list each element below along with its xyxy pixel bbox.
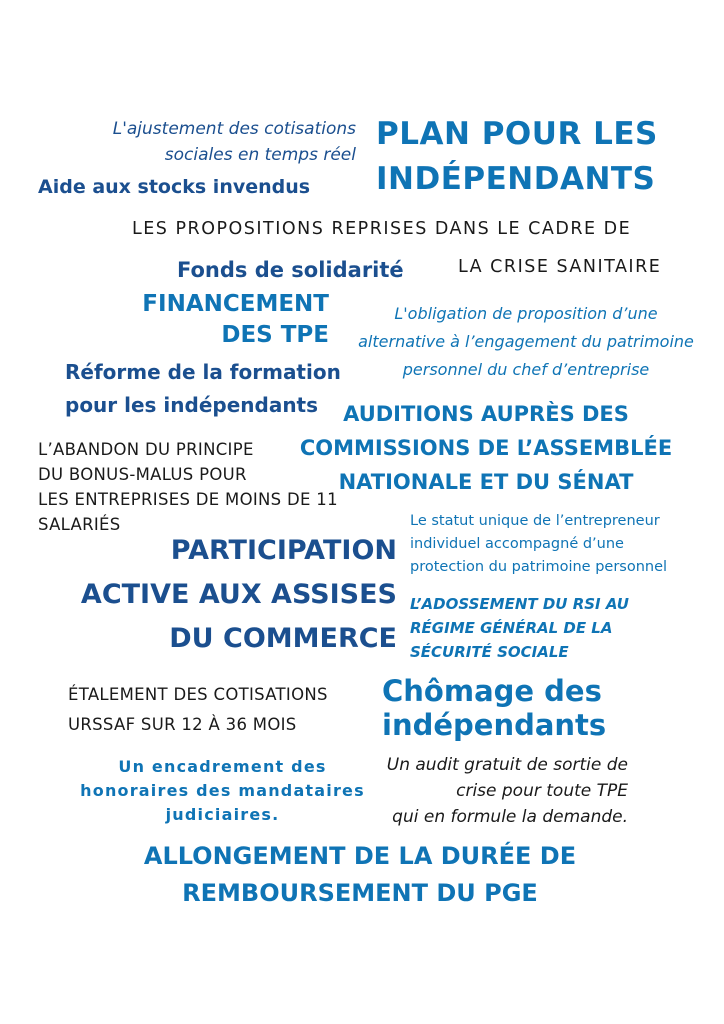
abandon-bonus-malus-text: L’ABANDON DU PRINCIPE DU BONUS-MALUS POUR LES ENTREPRISES DE MOINS DE 11 SALARIÉS [38,440,338,534]
plan-title: PLAN POUR LES INDÉPENDANTS [376,116,658,197]
propositions-heading-line1: LES PROPOSITIONS REPRISES DANS LE CADRE DE [132,219,632,239]
reforme-formation-text: Réforme de la formation pour les indépendants [65,360,341,417]
ajustement-cotisations-text: L'ajustement des cotisations sociales en temps réel [112,119,356,165]
chomage-independants-text: Chômage des indépendants [382,674,607,742]
aide-stocks-text: Aide aux stocks invendus [38,176,311,198]
obligation-patrimoine-text: L'obligation de proposition d’une alternative à l’engagement du patrimoine personnel du chef d’entreprise [358,304,694,379]
adossement-rsi-text: L’ADOSSEMENT DU RSI AU RÉGIME GÉNÉRAL DE LA SÉCURITÉ SOCIALE [410,595,629,661]
audit-gratuit-text: Un audit gratuit de sortie de crise pour toute TPE qui en formule la demande. [386,755,628,827]
encadrement-honoraires-text: Un encadrement des honoraires des mandataires judiciaires. [80,757,365,824]
propositions-heading-line2: LA CRISE SANITAIRE [458,257,662,277]
financement-tpe-text: FINANCEMENT DES TPE [142,291,329,348]
statut-unique-text: Le statut unique de l’entrepreneur individuel accompagné d’une protection du patrimoine personnel [410,513,668,575]
etalement-cotisations-text: ÉTALEMENT DES COTISATIONS URSSAF SUR 12 À 36 MOIS [68,685,328,734]
auditions-text: AUDITIONS AUPRÈS DES COMMISSIONS DE L’ASSEMBLÉE NATIONALE ET DU SÉNAT [299,402,673,494]
allongement-pge-text: ALLONGEMENT DE LA DURÉE DE REMBOURSEMENT DU PGE [143,842,577,907]
participation-assises-text: PARTICIPATION ACTIVE AUX ASSISES DU COMMERCE [80,535,397,654]
fonds-solidarite-text: Fonds de solidarité [177,258,404,282]
